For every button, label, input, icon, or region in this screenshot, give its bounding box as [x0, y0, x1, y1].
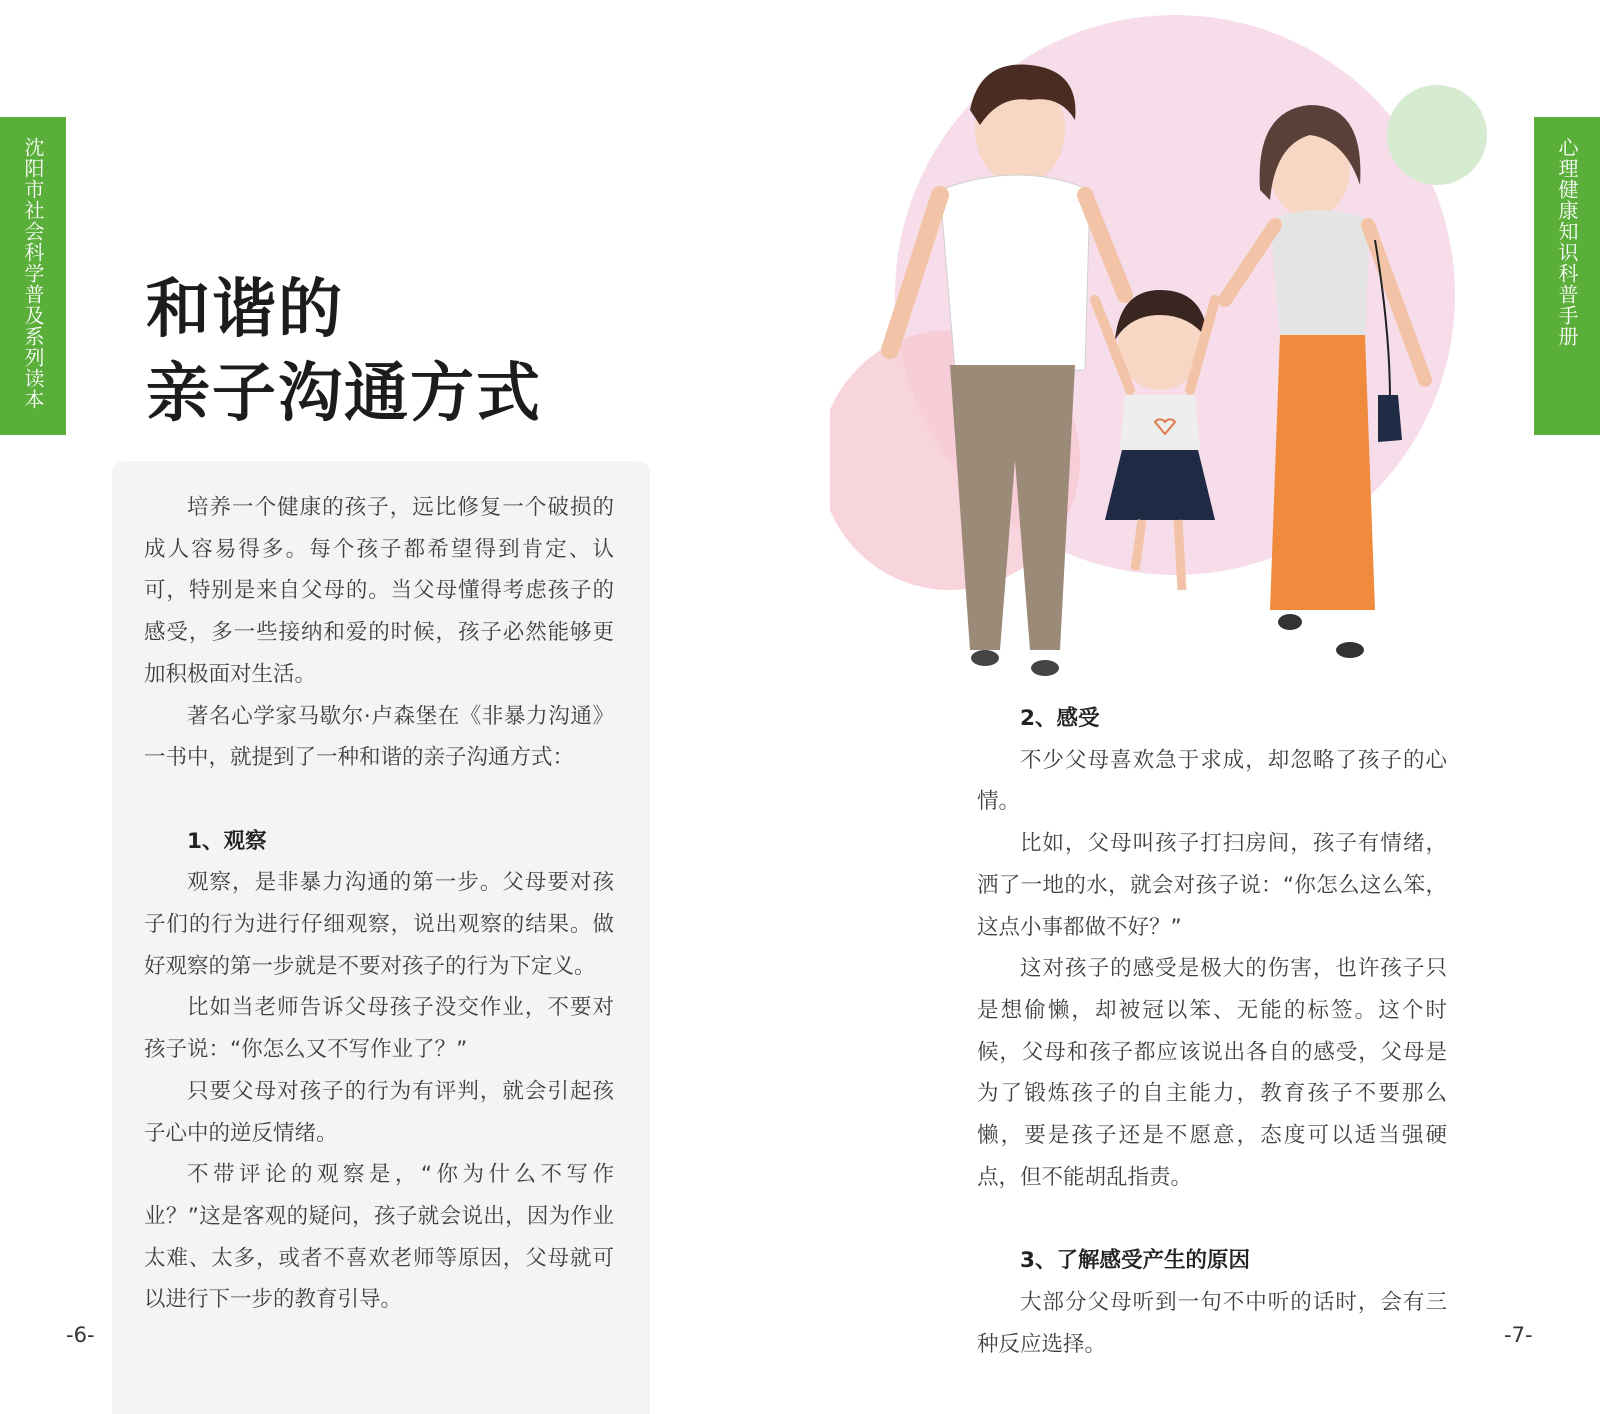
- paragraph-gap: [977, 1198, 1447, 1240]
- paragraph: 大部分父母听到一句不中听的话时，会有三种反应选择。: [977, 1289, 1447, 1357]
- green-circle: [1387, 85, 1487, 185]
- paragraph: 不少父母喜欢急于求成，却忽略了孩子的心情。: [977, 747, 1447, 815]
- paragraph: 著名心学家马歇尔·卢森堡在《非暴力沟通》一书中，就提到了一种和谐的亲子沟通方式：: [144, 703, 614, 771]
- paragraph: 这对孩子的感受是极大的伤害，也许孩子只是想偷懒，却被冠以笨、无能的标签。这个时候，父母和孩子都应该说出各自的感受，父母是为了锻炼孩子的自主能力，教育孩子不要那么懒，要是孩子还是不愿意，态度可以适当强硬点，但不能胡乱指责。: [977, 956, 1447, 1190]
- series-tab: [0, 117, 66, 435]
- handbook-tab-label: 心理健康知识科普手册: [1555, 137, 1579, 347]
- title-line-2: 亲子沟通方式: [146, 356, 542, 431]
- handbook-tab: [1534, 117, 1600, 435]
- page-title: [146, 268, 542, 436]
- section-heading: 2、感受: [1020, 706, 1100, 731]
- section-heading: 3、了解感受产生的原因: [1020, 1248, 1250, 1274]
- section-heading: 1、观察: [187, 828, 267, 854]
- left-column-text: [144, 487, 614, 1321]
- right-column-text: [977, 698, 1447, 1365]
- paragraph: 比如当老师告诉父母孩子没交作业，不要对孩子说：“你怎么又不写作业了？”: [144, 995, 614, 1063]
- family-illustration: [830, 10, 1490, 700]
- paragraph: 培养一个健康的孩子，远比修复一个破损的成人容易得多。每个孩子都希望得到肯定、认可，特别是来自父母的。当父母懂得考虑孩子的感受，多一些接纳和爱的时候，孩子必然能够更加积极面对生活。: [144, 495, 614, 687]
- title-line-1: 和谐的: [146, 272, 344, 347]
- paragraph: 不带评论的观察是，“你为什么不写作业？”这是客观的疑问，孩子就会说出，因为作业太难、太多，或者不喜欢老师等原因，父母就可以进行下一步的教育引导。: [144, 1162, 614, 1313]
- paragraph: 只要父母对孩子的行为有评判，就会引起孩子心中的逆反情绪。: [144, 1078, 614, 1146]
- series-tab-label: 沈阳市社会科学普及系列读本: [21, 137, 45, 410]
- page-number-right: -7-: [1504, 1323, 1533, 1347]
- paragraph-gap: [144, 779, 614, 821]
- paragraph: 比如，父母叫孩子打扫房间，孩子有情绪，洒了一地的水，就会对孩子说：“你怎么这么笨，这点小事都做不好？”: [977, 831, 1447, 940]
- page-number-left: -6-: [66, 1323, 95, 1347]
- paragraph: 观察，是非暴力沟通的第一步。父母要对孩子们的行为进行仔细观察，说出观察的结果。做好观察的第一步就是不要对孩子的行为下定义。: [144, 870, 614, 979]
